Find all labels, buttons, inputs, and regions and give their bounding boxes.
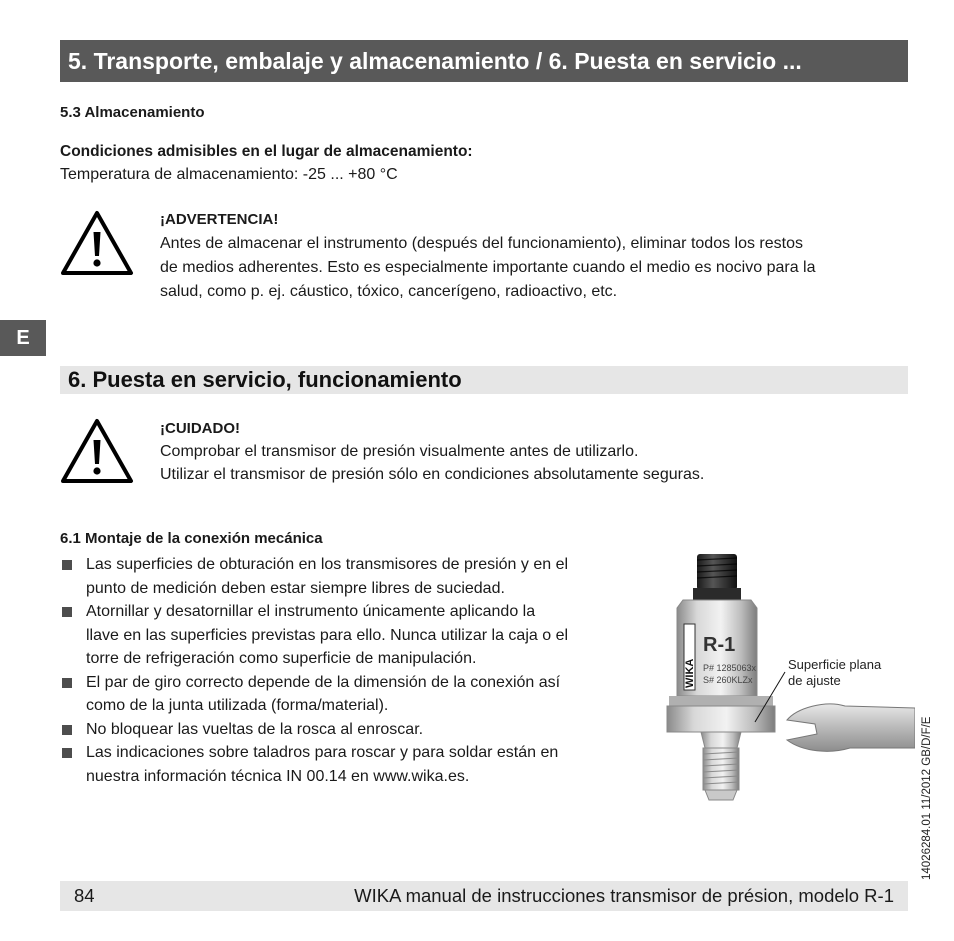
caution-block xyxy=(160,417,910,486)
list-item-line: torre de refrigeración como superficie de manipulación. xyxy=(86,650,477,667)
serial-number-marking: S# 260KLZx xyxy=(703,675,753,685)
list-item-line: Atornillar y desatornillar el instrumento únicamente aplicando la xyxy=(86,603,536,620)
document-code: 14026284.01 11/2012 GB/D/F/E xyxy=(921,716,933,880)
chapter-header: 5. Transporte, embalaje y almacenamiento / 6. Puesta en servicio ... xyxy=(60,40,908,82)
bullet-square-icon xyxy=(62,678,72,688)
bullet-square-icon xyxy=(62,748,72,758)
page-number: 84 xyxy=(74,885,95,906)
list-item-line: punto de medición deben estar siempre libres de suciedad. xyxy=(86,579,505,597)
list-item xyxy=(60,741,660,788)
callout-line: de ajuste xyxy=(788,673,841,688)
mounting-bullet-list xyxy=(60,553,660,788)
storage-conditions-heading: Condiciones admisibles en el lugar de almacenamiento: xyxy=(60,143,473,160)
page-footer xyxy=(60,881,908,911)
warning-triangle-icon xyxy=(60,210,134,276)
list-item xyxy=(60,718,660,742)
list-item-line: como de la junta utilizada (forma/material). xyxy=(86,697,389,714)
caution-title: ¡CUIDADO! xyxy=(160,420,240,437)
list-item xyxy=(60,553,660,600)
list-item xyxy=(60,600,660,671)
storage-temperature: Temperatura de almacenamiento: -25 ... +80 °C xyxy=(60,166,398,183)
warning-line: de medios adherentes. Esto es especialmente importante cuando el medio es nocivo para la xyxy=(160,259,816,276)
bullet-square-icon xyxy=(62,607,72,617)
list-item-line: Las indicaciones sobre taladros para roscar y para soldar están en xyxy=(86,744,559,761)
warning-title: ¡ADVERTENCIA! xyxy=(160,211,279,228)
model-marking: R-1 xyxy=(703,634,736,656)
caution-line: Comprobar el transmisor de presión visualmente antes de utilizarlo. xyxy=(160,443,639,460)
callout-line: Superficie plana xyxy=(788,657,882,672)
wika-logo: WIKA xyxy=(684,658,696,688)
warning-block xyxy=(160,208,910,304)
flat-surface-callout xyxy=(788,657,881,689)
list-item-line: No bloquear las vueltas de la rosca al enroscar. xyxy=(86,720,424,738)
footer-title: WIKA manual de instrucciones transmisor de présion, modelo R-1 xyxy=(354,885,894,906)
list-item-line: El par de giro correcto depende de la dimensión de la conexión así xyxy=(86,673,561,691)
wrench-icon xyxy=(787,704,915,751)
list-item-line: nuestra información técnica IN 00.14 en www.wika.es. xyxy=(86,767,470,785)
part-number-marking: P# 1285063x xyxy=(703,663,757,673)
caution-line: Utilizar el transmisor de presión sólo en condiciones absolutamente seguras. xyxy=(160,466,705,483)
warning-line: salud, como p. ej. cáustico, tóxico, cancerígeno, radioactivo, etc. xyxy=(160,283,618,300)
section-6-heading: 6. Puesta en servicio, funcionamiento xyxy=(60,366,908,394)
section-6-1-heading: 6.1 Montaje de la conexión mecánica xyxy=(60,530,323,547)
warning-line: Antes de almacenar el instrumento (después del funcionamiento), eliminar todos los restos xyxy=(160,235,803,252)
bullet-square-icon xyxy=(62,725,72,735)
list-item-line: Las superficies de obturación en los transmisores de presión y en el xyxy=(86,556,569,573)
caution-triangle-icon xyxy=(60,418,134,484)
language-tab: E xyxy=(0,320,46,356)
section-5-3-heading: 5.3 Almacenamiento xyxy=(60,104,205,121)
bullet-square-icon xyxy=(62,560,72,570)
list-item xyxy=(60,671,660,718)
list-item-line: llave en las superficies previstas para ello. Nunca utilizar la caja o el xyxy=(86,626,569,644)
